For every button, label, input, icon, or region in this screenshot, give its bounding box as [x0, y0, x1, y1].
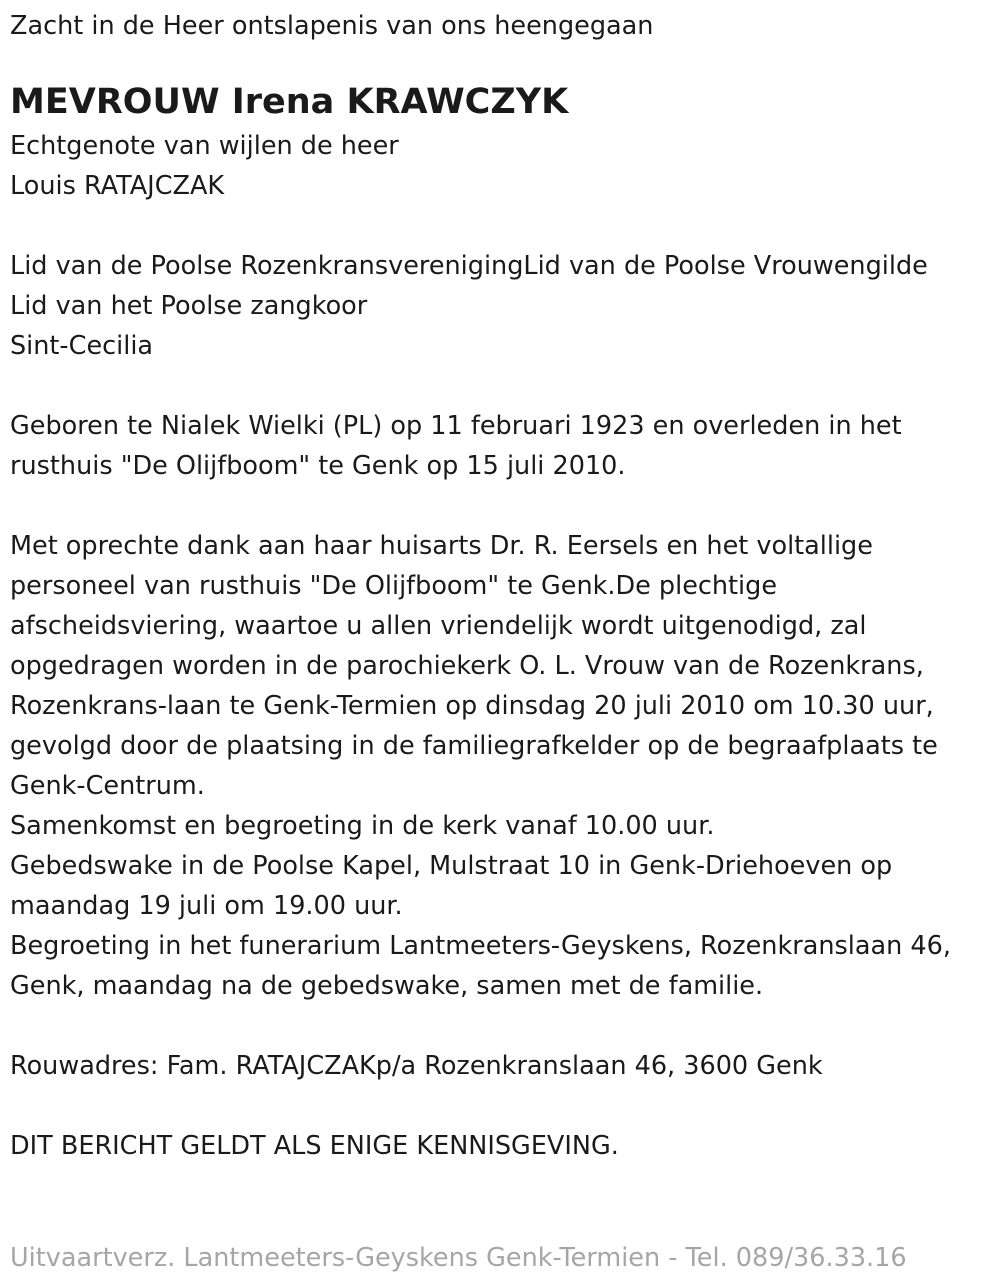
- spouse-line: Echtgenote van wijlen de heer: [10, 131, 399, 161]
- spacer: [10, 1006, 995, 1046]
- deceased-name: MEVROUW Irena KRAWCZYK: [10, 82, 569, 122]
- ceremony-line: maandag 19 juli om 19.00 uur.: [10, 891, 403, 921]
- ceremony-line: Samenkomst en begroeting in de kerk vanaf 10.00 uur.: [10, 811, 715, 841]
- obituary-notice: [10, 6, 995, 1166]
- membership-line: Lid van de Poolse RozenkransverenigingLid van de Poolse Vrouwengilde: [10, 251, 928, 281]
- intro-line: Zacht in de Heer ontslapenis van ons heengegaan: [10, 11, 654, 41]
- ceremony-line: afscheidsviering, waartoe u allen vriendelijk wordt uitgenodigd, zal: [10, 611, 867, 641]
- ceremony-line: opgedragen worden in de parochiekerk O. L. Vrouw van de Rozenkrans,: [10, 651, 924, 681]
- ceremony-line: gevolgd door de plaatsing in de familiegrafkelder op de begraafplaats te: [10, 731, 938, 761]
- notice-statement: DIT BERICHT GELDT ALS ENIGE KENNISGEVING.: [10, 1131, 619, 1161]
- ceremony-line: Begroeting in het funerarium Lantmeeters-Geyskens, Rozenkranslaan 46,: [10, 931, 951, 961]
- birth-death-line: rusthuis "De Olijfboom" te Genk op 15 juli 2010.: [10, 451, 626, 481]
- ceremony-line: Met oprechte dank aan haar huisarts Dr. R. Eersels en het voltallige: [10, 531, 873, 561]
- ceremony-line: Rozenkrans-laan te Genk-Termien op dinsdag 20 juli 2010 om 10.30 uur,: [10, 691, 934, 721]
- mourning-address: Rouwadres: Fam. RATAJCZAKp/a Rozenkranslaan 46, 3600 Genk: [10, 1051, 823, 1081]
- membership-line: Lid van het Poolse zangkoor: [10, 291, 368, 321]
- spacer: [10, 206, 995, 246]
- membership-line: Sint-Cecilia: [10, 331, 154, 361]
- spacer: [10, 366, 995, 406]
- ceremony-line: Genk, maandag na de gebedswake, samen met de familie.: [10, 971, 764, 1001]
- funeral-home-footer: Uitvaartverz. Lantmeeters-Geyskens Genk-Termien - Tel. 089/36.33.16: [10, 1242, 907, 1273]
- ceremony-line: Genk-Centrum.: [10, 771, 205, 801]
- ceremony-line: personeel van rusthuis "De Olijfboom" te Genk.De plechtige: [10, 571, 778, 601]
- birth-death-line: Geboren te Nialek Wielki (PL) op 11 februari 1923 en overleden in het: [10, 411, 902, 441]
- spacer: [10, 486, 995, 526]
- spouse-name: Louis RATAJCZAK: [10, 171, 225, 201]
- spacer: [10, 1086, 995, 1126]
- ceremony-line: Gebedswake in de Poolse Kapel, Mulstraat 10 in Genk-Driehoeven op: [10, 851, 893, 881]
